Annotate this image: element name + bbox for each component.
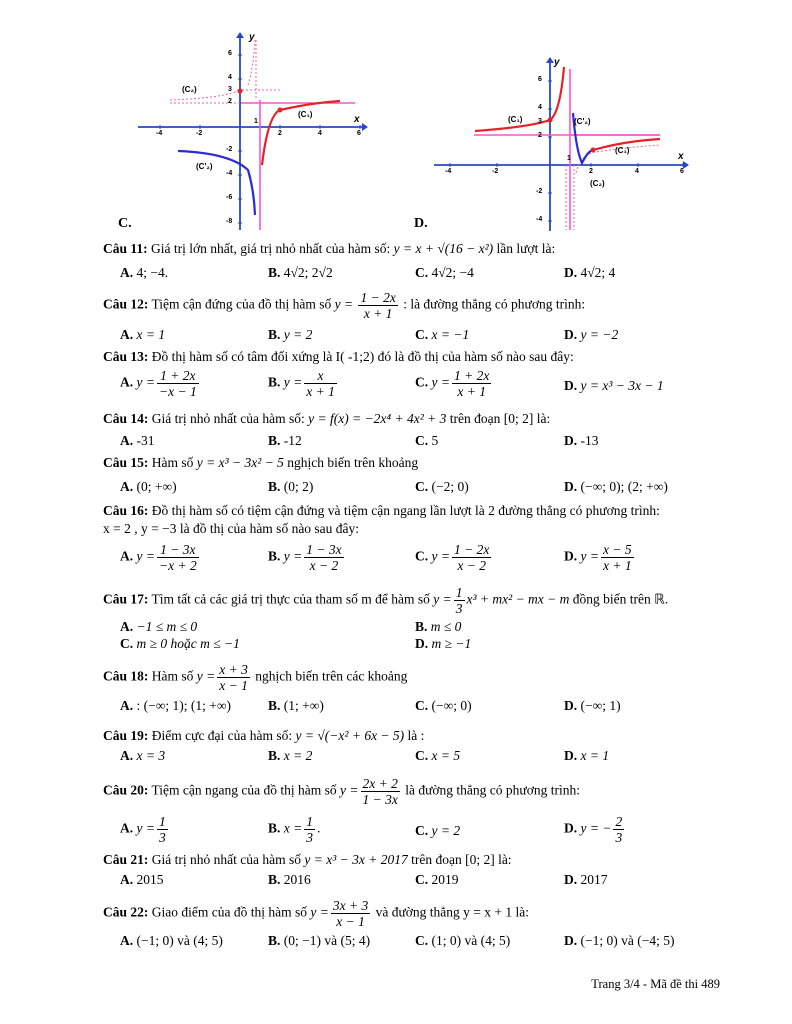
question-label: Câu 14: xyxy=(103,411,149,426)
option-b: B. y = $\frac{1 - 3x}{x - 2}$ xyxy=(268,542,342,573)
question-text: Tìm tất cả các giá trị thực của tham số m để hàm số xyxy=(151,591,430,607)
question-text-tail: trên đoạn [0; 2] là: xyxy=(449,411,551,426)
question-text-tail: nghịch biến trên các khoảng xyxy=(255,668,408,684)
graph-d-xtick: 2 xyxy=(589,168,593,175)
option-c: C. y = 2 xyxy=(415,823,461,838)
graph-d-svg xyxy=(430,55,695,235)
option-d: D. (−∞; 1) xyxy=(564,698,621,713)
option-c: C. (−2; 0) xyxy=(415,479,469,494)
question-label: Câu 17: xyxy=(103,591,149,607)
graph-d-curve-label-c1-left: (C₁) xyxy=(508,115,523,124)
option-b: B. x = $\frac{1}{3}$ . xyxy=(268,814,321,845)
graph-d-xtick: 4 xyxy=(635,168,639,175)
formula: y = √(−x² + 6x − 5) xyxy=(295,728,405,743)
question-text-tail: x = 2 , y = −3 là đồ thị của hàm số nào sau đây: xyxy=(103,521,360,536)
question-21 xyxy=(103,851,752,869)
graph-d xyxy=(430,55,695,235)
question-label: Câu 16: xyxy=(103,503,149,518)
option-a: A. y = $\frac{1}{3}$ xyxy=(120,814,166,845)
graph-d-xtick: 6 xyxy=(680,168,684,175)
graph-d-xtick: -4 xyxy=(445,168,452,175)
option-d: D. -13 xyxy=(564,433,599,448)
option-b: B. 2016 xyxy=(268,872,311,887)
question-text-tail: : là đường thẳng có phương trình: xyxy=(403,296,586,312)
graph-c-curve-label-c2: (C₂) xyxy=(182,85,197,94)
question-22: Câu 22: Giao điểm của đồ thị hàm số y = $\frac{3x + 3}{x - 1}$ và đường thẳng y = x + 1 là: xyxy=(103,898,529,929)
option-b: B. (1; +∞) xyxy=(268,698,324,713)
option-c: C. x = 5 xyxy=(415,748,461,763)
formula: y = x³ − 3x² − 5 xyxy=(196,455,284,470)
graph-c-option-label: C. xyxy=(118,216,132,231)
graph-d-curve-label-c2p: (C'₂) xyxy=(574,117,591,126)
question-label: Câu 18: xyxy=(103,668,149,684)
option-d: D. y = − $\frac{2}{3}$ xyxy=(564,814,623,845)
option-a: A. (−1; 0) và (4; 5) xyxy=(120,933,223,948)
question-13 xyxy=(103,348,752,366)
question-label: Câu 11: xyxy=(103,241,148,256)
option-c: C. (1; 0) và (4; 5) xyxy=(415,933,511,948)
option-a: A. y = $\frac{1 + 2x}{-x - 1}$ xyxy=(120,368,197,399)
formula: y = f(x) = −2x⁴ + 4x² + 3 xyxy=(308,411,447,426)
option-a: A. : (−∞; 1); (1; +∞) xyxy=(120,698,231,713)
option-d: D. y = x³ − 3x − 1 xyxy=(564,378,664,393)
question-text: Hàm số xyxy=(151,668,194,684)
graph-c-curve-label-c2p: (C'₂) xyxy=(196,162,213,171)
option-b: B. (0; 2) xyxy=(268,479,314,494)
question-text-tail: và đường thẳng y = x + 1 là: xyxy=(375,904,529,920)
option-c: C. m ≥ 0 hoặc m ≤ −1 xyxy=(120,636,240,651)
graph-d-y-label: y xyxy=(554,57,560,68)
graph-c-curve-label-c1: (C₁) xyxy=(298,110,313,119)
question-text: Điểm cực đại của hàm số: xyxy=(151,728,293,743)
graph-c-xtick: 1 xyxy=(254,118,258,125)
graph-c-x-label: x xyxy=(354,114,360,125)
graph-d-ytick: 3 xyxy=(538,118,542,125)
graph-c-ytick: 6 xyxy=(228,50,232,57)
option-b: B. m ≤ 0 xyxy=(415,619,462,634)
question-label: Câu 21: xyxy=(103,852,149,867)
graph-c-ytick: -4 xyxy=(226,170,233,177)
option-a: A. -31 xyxy=(120,433,155,448)
option-c: C. y = $\frac{1 - 2x}{x - 2}$ xyxy=(415,542,490,573)
formula-fraction: $\frac{1 - 2x}{x + 1}$ xyxy=(360,290,396,321)
graph-d-ytick: -2 xyxy=(536,188,543,195)
question-text-tail: trên đoạn [0; 2] là: xyxy=(411,852,512,867)
question-text-tail: là : xyxy=(407,728,425,743)
question-19 xyxy=(103,727,752,745)
graph-c xyxy=(130,30,370,235)
graph-c-ytick: -6 xyxy=(226,194,233,201)
graph-c-ytick: 4 xyxy=(228,74,232,81)
option-d: D. m ≥ −1 xyxy=(415,636,472,651)
option-c: C. 2019 xyxy=(415,872,459,887)
option-b: B. x = 2 xyxy=(268,748,313,763)
option-a: A. 4; −4. xyxy=(120,265,169,280)
question-11 xyxy=(103,240,752,258)
question-18: Câu 18: Hàm số y = $\frac{x + 3}{x - 1}$ nghịch biến trên các khoảng xyxy=(103,662,408,693)
question-16-line2 xyxy=(103,520,752,538)
question-15 xyxy=(103,454,752,472)
graph-d-xtick: -2 xyxy=(492,168,499,175)
question-text-tail: lần lượt là: xyxy=(496,241,556,256)
graph-c-xtick: -2 xyxy=(196,130,203,137)
graph-c-y-label: y xyxy=(249,32,255,43)
graph-c-xtick: 4 xyxy=(318,130,322,137)
graph-d-ytick: 4 xyxy=(538,104,542,111)
graph-c-ytick: -2 xyxy=(226,146,233,153)
option-a: A. y = $\frac{1 - 3x}{-x + 2}$ xyxy=(120,542,197,573)
graph-d-curve-label-c2: (C₂) xyxy=(590,179,605,188)
question-20: Câu 20: Tiệm cận ngang của đồ thị hàm số y = $\frac{2x + 2}{1 - 3x}$ là đường thẳng có phương trình: xyxy=(103,776,580,807)
graph-d-ytick: 2 xyxy=(538,132,542,139)
formula-lhs: y = xyxy=(334,296,354,312)
question-12 xyxy=(103,290,752,321)
option-a: A. −1 ≤ m ≤ 0 xyxy=(120,619,198,634)
option-d: D. 4√2; 4 xyxy=(564,265,616,280)
option-a: A. (0; +∞) xyxy=(120,479,177,494)
formula: y = x³ − 3x + 2017 xyxy=(304,852,408,867)
question-label: Câu 19: xyxy=(103,728,149,743)
question-17: Câu 17: Tìm tất cả các giá trị thực của tham số m để hàm số y = $\frac{1}{3}$ x³ + mx² − mx − m đồng biến trên ℝ. xyxy=(103,585,669,616)
option-d: D. y = $\frac{x - 5}{x + 1}$ xyxy=(564,542,632,573)
graph-d-xtick: 1 xyxy=(567,155,571,162)
question-text: Tiệm cận đứng của đồ thị hàm số xyxy=(151,296,332,312)
option-b: B. y = $\frac{x}{x + 1}$ xyxy=(268,368,335,399)
option-a: A. x = 3 xyxy=(120,748,166,763)
option-b: B. (0; −1) và (5; 4) xyxy=(268,933,371,948)
page-footer: Trang 3/4 - Mã đề thi 489 xyxy=(591,977,720,991)
graph-d-x-label: x xyxy=(678,151,684,162)
graph-c-xtick: 2 xyxy=(278,130,282,137)
option-d: D. y = −2 xyxy=(564,327,619,342)
graph-c-svg xyxy=(130,30,370,235)
question-text: Giá trị nhỏ nhất của hàm số: xyxy=(151,411,305,426)
question-14 xyxy=(103,410,752,428)
graph-c-xtick: -4 xyxy=(156,130,163,137)
question-text: Hàm số xyxy=(151,455,194,470)
question-label: Câu 12: xyxy=(103,296,149,312)
option-c: C. x = −1 xyxy=(415,327,470,342)
question-label: Câu 15: xyxy=(103,455,149,470)
question-label: Câu 20: xyxy=(103,782,149,798)
option-c: C. 5 xyxy=(415,433,439,448)
graph-c-ytick: 2 xyxy=(228,98,232,105)
option-c: C. y = $\frac{1 + 2x}{x + 1}$ xyxy=(415,368,490,399)
option-c: C. 4√2; −4 xyxy=(415,265,474,280)
question-label: Câu 22: xyxy=(103,904,149,920)
option-d: D. (−1; 0) và (−4; 5) xyxy=(564,933,675,948)
graph-d-option-label: D. xyxy=(414,216,428,231)
question-text: Giá trị nhỏ nhất của hàm số xyxy=(151,852,301,867)
question-16 xyxy=(103,502,752,520)
graph-c-curve-c2p xyxy=(178,151,255,215)
option-a: A. 2015 xyxy=(120,872,164,887)
question-text: Giá trị lớn nhất, giá trị nhỏ nhất của hàm số: xyxy=(151,241,391,256)
formula: y = x + √(16 − x²) xyxy=(393,241,494,256)
option-b: B. -12 xyxy=(268,433,302,448)
question-text-tail: là đường thẳng có phương trình: xyxy=(405,782,580,798)
question-text-tail: nghịch biến trên khoảng xyxy=(287,455,419,470)
graph-c-ytick: -8 xyxy=(226,218,233,225)
option-a: A. x = 1 xyxy=(120,327,166,342)
question-text: Đồ thị hàm số có tiệm cận đứng và tiệm cận ngang lần lượt là 2 đường thẳng có phương trình: xyxy=(151,503,660,518)
option-d: D. x = 1 xyxy=(564,748,610,763)
option-d: D. (−∞; 0); (2; +∞) xyxy=(564,479,668,494)
question-label: Câu 13: xyxy=(103,349,149,364)
question-text: Đồ thị hàm số có tâm đối xứng là I( -1;2) đó là đồ thị của hàm số nào sau đây: xyxy=(151,349,574,364)
graph-d-curve-label-c1-right: (C₁) xyxy=(615,146,630,155)
option-b: B. 4√2; 2√2 xyxy=(268,265,333,280)
question-text-tail: đồng biến trên ℝ. xyxy=(572,591,669,607)
graph-c-xtick: 6 xyxy=(357,130,361,137)
question-text: Giao điểm của đồ thị hàm số xyxy=(151,904,307,920)
graph-d-ytick: 6 xyxy=(538,76,542,83)
question-text: Tiệm cận ngang của đồ thị hàm số xyxy=(151,782,337,798)
graph-d-ytick: -4 xyxy=(536,216,543,223)
option-c: C. (−∞; 0) xyxy=(415,698,472,713)
graph-c-ytick: 3 xyxy=(228,86,232,93)
option-d: D. 2017 xyxy=(564,872,608,887)
option-b: B. y = 2 xyxy=(268,327,313,342)
